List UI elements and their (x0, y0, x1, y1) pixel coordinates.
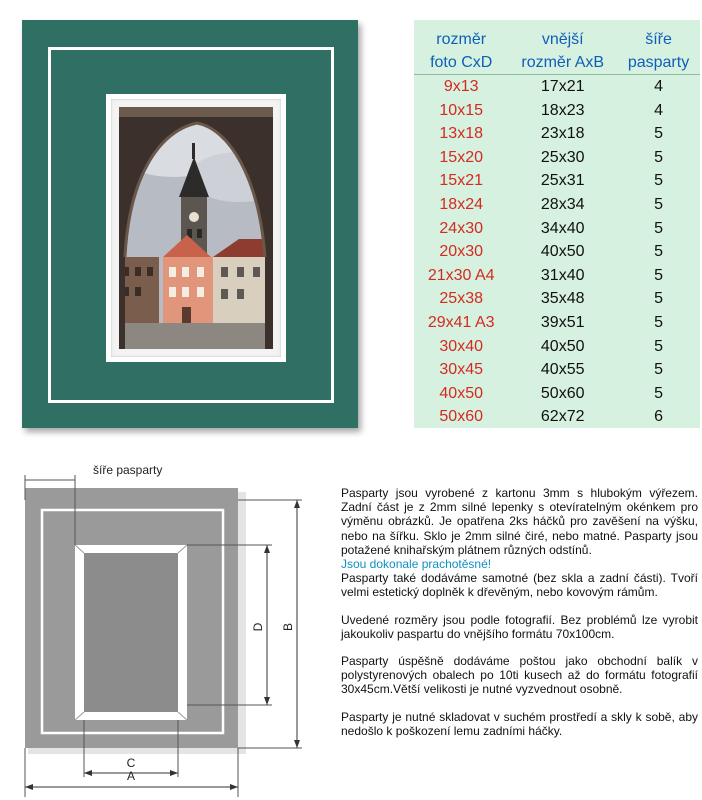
cell-foto-size: 15x20 (439, 148, 483, 166)
cell-mat-width: 4 (617, 75, 700, 99)
cell-outer-size: 40x50 (540, 243, 585, 261)
cell-foto-size: 15x21 (439, 172, 483, 190)
size-row (414, 193, 700, 217)
cell-outer-size: 23x18 (540, 125, 585, 143)
cell-mat-width: 5 (654, 243, 663, 261)
dim-label-c: C (126, 756, 136, 770)
size-row (414, 217, 700, 241)
cell-foto-size: 40x50 (439, 384, 483, 402)
cell-mat-width: 5 (654, 337, 663, 355)
frame-photo-example (22, 20, 358, 428)
header-width: šíře (645, 31, 672, 48)
size-row (414, 382, 700, 406)
cell-foto-size: 9x13 (414, 75, 508, 99)
cell-mat-width: 5 (654, 313, 663, 331)
cell-mat-width: 5 (654, 172, 663, 190)
cell-outer-size: 40x50 (540, 337, 585, 355)
size-table (414, 20, 700, 428)
cell-foto-size: 21x30 A4 (427, 266, 495, 284)
dim-label-d: D (251, 622, 265, 632)
description-paragraph-5: Pasparty je nutné skladovat v suchém prostředí a skly k sobě, aby nedošlo k poškození lemu zadními háčky. (341, 709, 698, 738)
header-width-sub: pasparty (627, 54, 690, 71)
cell-outer-size: 25x31 (540, 172, 585, 190)
description-paragraph-2: Pasparty také dodáváme samotné (bez skla a zadní části). Tvoří velmi estetický doplněk k dřevěným, nebo kovovým rámům. (341, 571, 698, 600)
cell-outer-size: 17x21 (508, 75, 617, 99)
cell-outer-size: 25x30 (540, 148, 585, 166)
cell-outer-size: 39x51 (540, 313, 585, 331)
cell-outer-size: 18x23 (540, 101, 585, 119)
size-row (414, 169, 700, 193)
description-paragraph-1: Pasparty jsou vyrobené z kartonu 3mm s hlubokým výřezem. Zadní část je z 2mm silné lepenky s otevíratelným okénkem pro výměnu obrázků. Je opatřena 2ks háčků pro zavěšení na výšku, nebo na šířku. Sklo je 2mm silné čiré, nebo matné. Pasparty jsou potažené knihařským plátnem různých odstínů. (341, 486, 698, 557)
size-row (414, 405, 700, 429)
product-description (341, 486, 698, 738)
cell-mat-width: 5 (654, 219, 663, 237)
cell-foto-size: 30x40 (439, 337, 483, 355)
cell-foto-size: 18x24 (439, 195, 483, 213)
header-outer-sub: rozměr AxB (521, 54, 605, 71)
cell-foto-size: 30x45 (439, 361, 483, 379)
cell-mat-width: 5 (654, 125, 663, 143)
size-row (414, 240, 700, 264)
cell-mat-width: 5 (654, 290, 663, 308)
cell-foto-size: 24x30 (439, 219, 483, 237)
dustproof-note: Jsou dokonale prachotěsné! (341, 557, 492, 572)
cell-mat-width: 5 (654, 195, 663, 213)
cell-mat-width: 5 (654, 384, 663, 402)
description-paragraph-4: Pasparty úspěšně dodáváme poštou jako obchodní balík v polystyrenových obalech po 10ti kusech až do formátu fotografií 30x45cm.Větší velikosti je nutné vyzvednout osobně. (341, 654, 698, 697)
cell-outer-size: 50x60 (540, 384, 585, 402)
mat-window (106, 94, 286, 362)
dimension-diagram (0, 455, 330, 800)
dim-label-a: A (126, 769, 136, 783)
header-outer: vnější (541, 31, 584, 48)
town-tower-photo (119, 107, 273, 349)
header-foto-sub: foto CxD (430, 54, 493, 71)
mat-width-label: šíře pasparty (93, 463, 163, 477)
cell-outer-size: 34x40 (540, 219, 585, 237)
dim-label-b: B (281, 622, 295, 632)
size-row (414, 264, 700, 288)
size-row (414, 122, 700, 146)
header-foto: rozměr (436, 31, 487, 48)
cell-mat-width: 6 (654, 408, 663, 426)
cell-outer-size: 62x72 (540, 408, 585, 426)
cell-outer-size: 31x40 (540, 266, 585, 284)
cell-outer-size: 40x55 (540, 361, 585, 379)
cell-foto-size: 29x41 A3 (427, 313, 495, 331)
size-row (414, 358, 700, 382)
cell-mat-width: 4 (654, 101, 663, 119)
cell-outer-size: 35x48 (540, 290, 585, 308)
cell-foto-size: 25x38 (439, 290, 483, 308)
cell-outer-size: 28x34 (540, 195, 585, 213)
cell-foto-size: 20x30 (439, 243, 483, 261)
size-row (414, 99, 700, 123)
size-row (414, 146, 700, 170)
cell-foto-size: 50x60 (439, 408, 483, 426)
cell-mat-width: 5 (654, 266, 663, 284)
size-row (414, 75, 700, 99)
size-table-body (414, 75, 700, 429)
cell-foto-size: 13x18 (439, 125, 483, 143)
cell-foto-size: 10x15 (439, 101, 483, 119)
size-row (414, 311, 700, 335)
cell-mat-width: 5 (654, 148, 663, 166)
diagram-photo (84, 553, 178, 712)
description-paragraph-3: Uvedené rozměry jsou podle fotografií. Bez problémů lze vyrobit jakoukoliv paspartu do vnějšího formátu 70x100cm. (341, 612, 698, 641)
size-row (414, 335, 700, 359)
cell-mat-width: 5 (654, 361, 663, 379)
size-row (414, 287, 700, 311)
